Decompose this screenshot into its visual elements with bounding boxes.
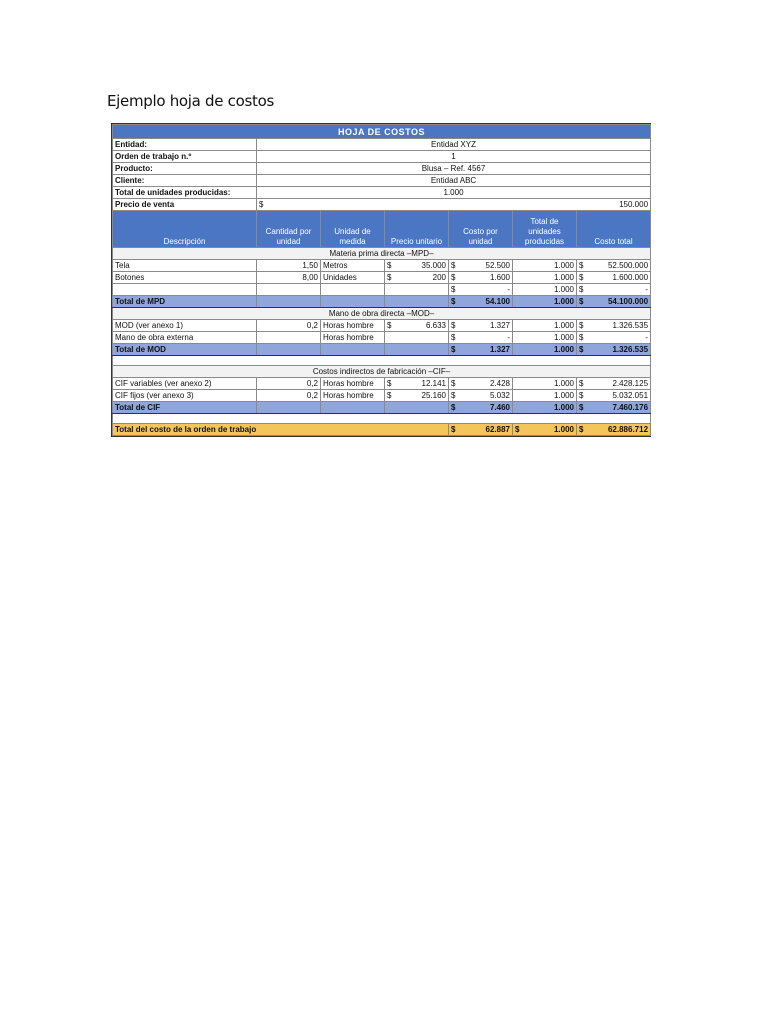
total-costo	[449, 344, 513, 356]
unidad-cell	[321, 284, 385, 296]
total-label: Total de MPD	[113, 296, 257, 308]
desc-cell: Mano de obra externa	[113, 332, 257, 344]
costo-cell-value: 2.428	[489, 378, 510, 388]
unidad-cell: Horas hombre	[321, 320, 385, 332]
col-descripcion: Descripción	[113, 211, 257, 248]
grand-total-u	[513, 424, 577, 436]
precio-cell	[385, 272, 449, 284]
total-costo-total	[577, 296, 651, 308]
precio-cell	[385, 390, 449, 402]
total-u: 1.000	[513, 344, 577, 356]
cant-cell: 0,2	[257, 378, 321, 390]
costo-total-cell	[577, 320, 651, 332]
info-value: Blusa – Ref. 4567	[257, 163, 651, 175]
currency-symbol: $	[579, 272, 584, 282]
currency-symbol: $	[579, 378, 584, 388]
currency-symbol: $	[579, 296, 584, 306]
costo-total-cell	[577, 390, 651, 402]
table-cell	[321, 344, 385, 356]
currency-symbol: $	[451, 284, 456, 294]
info-value: Entidad XYZ	[257, 139, 651, 151]
section-title-row	[113, 248, 651, 260]
total-costo-value: 1.327	[489, 344, 510, 354]
total-label: Total de MOD	[113, 344, 257, 356]
currency-symbol: $	[451, 402, 456, 412]
costo-cell	[449, 284, 513, 296]
currency-symbol: $	[451, 378, 456, 388]
table-row	[113, 320, 651, 332]
costo-total-cell-value: 1.326.535	[612, 320, 649, 330]
costo-total-cell-value: 2.428.125	[612, 378, 649, 388]
grand-total-costo-total-value: 62.886.712	[607, 424, 649, 434]
costo-cell	[449, 272, 513, 284]
grand-total-row	[113, 424, 651, 436]
table-row	[113, 332, 651, 344]
grand-total-costo-value: 62.887	[485, 424, 510, 434]
costo-cell	[449, 390, 513, 402]
table-row	[113, 284, 651, 296]
desc-cell: Tela	[113, 260, 257, 272]
currency-symbol: $	[579, 424, 584, 434]
desc-cell	[113, 284, 257, 296]
col-precio: Precio unitario	[385, 211, 449, 248]
cant-cell: 0,2	[257, 320, 321, 332]
table-row	[113, 390, 651, 402]
precio-cell-value: 12.141	[421, 378, 446, 388]
total-u-cell: 1.000	[513, 390, 577, 402]
info-value: 1.000	[257, 187, 651, 199]
currency-symbol: $	[579, 320, 584, 330]
col-costo-total: Costo total	[577, 211, 651, 248]
total-u-cell: 1.000	[513, 260, 577, 272]
total-costo-value: 7.460	[489, 402, 510, 412]
table-cell	[321, 402, 385, 414]
table-row	[113, 260, 651, 272]
costo-total-cell	[577, 332, 651, 344]
precio-venta-label: Precio de venta	[113, 199, 257, 211]
precio-cell-value: 6.633	[425, 320, 446, 330]
info-label: Total de unidades producidas:	[113, 187, 257, 199]
currency-symbol: $	[515, 424, 520, 434]
cant-cell	[257, 332, 321, 344]
col-cantidad: Cantidad por unidad	[257, 211, 321, 248]
cant-cell	[257, 284, 321, 296]
total-u: 1.000	[513, 296, 577, 308]
currency-symbol: $	[579, 344, 584, 354]
currency-symbol: $	[451, 320, 456, 330]
table-row	[113, 272, 651, 284]
table-row	[113, 378, 651, 390]
page-title: Ejemplo hoja de costos	[107, 92, 274, 110]
precio-cell-value: 35.000	[421, 260, 446, 270]
costo-total-cell-value: 1.600.000	[612, 272, 649, 282]
section-total-row	[113, 402, 651, 414]
desc-cell: CIF fijos (ver anexo 3)	[113, 390, 257, 402]
costo-cell-value: 5.032	[489, 390, 510, 400]
costo-cell-value: 1.327	[489, 320, 510, 330]
costo-total-cell-value: -	[645, 332, 649, 342]
currency-symbol: $	[579, 390, 584, 400]
grand-total-label: Total del costo de la orden de trabajo	[113, 424, 449, 436]
costo-cell-value: -	[507, 332, 510, 342]
col-costo-unidad: Costo por unidad	[449, 211, 513, 248]
desc-cell: Botones	[113, 272, 257, 284]
sheet-banner: HOJA DE COSTOS	[113, 125, 651, 139]
currency-symbol: $	[451, 260, 456, 270]
info-label: Orden de trabajo n.º	[113, 151, 257, 163]
total-costo-total	[577, 344, 651, 356]
table-cell	[321, 296, 385, 308]
cant-cell: 1,50	[257, 260, 321, 272]
cant-cell: 0,2	[257, 390, 321, 402]
table-cell	[385, 344, 449, 356]
total-costo-total	[577, 402, 651, 414]
info-label: Entidad:	[113, 139, 257, 151]
costo-total-cell	[577, 272, 651, 284]
currency-symbol: $	[387, 272, 392, 282]
unidad-cell: Unidades	[321, 272, 385, 284]
total-u-cell: 1.000	[513, 284, 577, 296]
cost-table	[112, 124, 651, 436]
total-u-cell: 1.000	[513, 378, 577, 390]
currency-symbol: $	[387, 378, 392, 388]
info-value: 1	[257, 151, 651, 163]
currency-symbol: $	[451, 272, 456, 282]
cost-sheet	[111, 123, 651, 437]
currency-symbol: $	[387, 320, 392, 330]
precio-cell	[385, 378, 449, 390]
section-total-row	[113, 344, 651, 356]
total-costo	[449, 402, 513, 414]
costo-total-cell	[577, 284, 651, 296]
table-cell	[257, 402, 321, 414]
cant-cell: 8,00	[257, 272, 321, 284]
unidad-cell: Horas hombre	[321, 332, 385, 344]
table-cell	[257, 296, 321, 308]
precio-cell-value: 200	[432, 272, 446, 282]
currency-symbol: $	[451, 332, 456, 342]
costo-total-cell-value: 52.500.000	[607, 260, 649, 270]
precio-cell-value: 25.160	[421, 390, 446, 400]
desc-cell: CIF variables (ver anexo 2)	[113, 378, 257, 390]
currency-symbol: $	[451, 344, 456, 354]
costo-cell	[449, 260, 513, 272]
currency-symbol: $	[387, 390, 392, 400]
costo-cell	[449, 320, 513, 332]
costo-total-cell	[577, 260, 651, 272]
table-cell	[385, 402, 449, 414]
section-title-row	[113, 366, 651, 378]
table-cell	[257, 344, 321, 356]
total-label: Total de CIF	[113, 402, 257, 414]
currency-symbol: $	[579, 332, 584, 342]
section-title-row	[113, 308, 651, 320]
col-unidad: Unidad de medida	[321, 211, 385, 248]
currency-symbol: $	[579, 284, 584, 294]
info-value: Entidad ABC	[257, 175, 651, 187]
total-costo-total-value: 7.460.176	[612, 402, 649, 412]
col-total-unidades: Total de unidades producidas	[513, 211, 577, 248]
grand-total-costo	[449, 424, 513, 436]
section-title: Mano de obra directa –MOD–	[113, 308, 651, 320]
total-costo-total-value: 54.100.000	[607, 296, 649, 306]
info-label: Producto:	[113, 163, 257, 175]
section-title: Costos indirectos de fabricación –CIF–	[113, 366, 651, 378]
currency-symbol: $	[579, 260, 584, 270]
blank-cell	[113, 356, 651, 366]
precio-cell	[385, 260, 449, 272]
costo-cell-value: -	[507, 284, 510, 294]
column-header-row	[113, 211, 651, 248]
currency-symbol: $	[451, 424, 456, 434]
precio-cell	[385, 332, 449, 344]
precio-cell	[385, 320, 449, 332]
costo-cell	[449, 332, 513, 344]
total-costo-total-value: 1.326.535	[612, 344, 649, 354]
total-u-cell: 1.000	[513, 332, 577, 344]
precio-cell	[385, 284, 449, 296]
total-u: 1.000	[513, 402, 577, 414]
section-total-row	[113, 296, 651, 308]
currency-symbol: $	[259, 199, 264, 209]
total-u-cell: 1.000	[513, 272, 577, 284]
desc-cell: MOD (ver anexo 1)	[113, 320, 257, 332]
table-cell	[385, 296, 449, 308]
unidad-cell: Horas hombre	[321, 378, 385, 390]
currency-symbol: $	[451, 296, 456, 306]
total-u-cell: 1.000	[513, 320, 577, 332]
unidad-cell: Metros	[321, 260, 385, 272]
blank-cell	[113, 414, 651, 424]
costo-cell-value: 52.500	[485, 260, 510, 270]
currency-symbol: $	[387, 260, 392, 270]
costo-cell	[449, 378, 513, 390]
total-costo-value: 54.100	[485, 296, 510, 306]
costo-total-cell-value: 5.032.051	[612, 390, 649, 400]
currency-symbol: $	[579, 402, 584, 412]
costo-total-cell	[577, 378, 651, 390]
info-label: Cliente:	[113, 175, 257, 187]
grand-total-u-value: 1.000	[553, 424, 574, 434]
unidad-cell: Horas hombre	[321, 390, 385, 402]
blank-row	[113, 356, 651, 366]
section-title: Materia prima directa –MPD–	[113, 248, 651, 260]
costo-cell-value: 1.600	[489, 272, 510, 282]
grand-total-costo-total	[577, 424, 651, 436]
total-costo	[449, 296, 513, 308]
precio-venta-value: 150.000	[619, 199, 649, 209]
costo-total-cell-value: -	[645, 284, 649, 294]
currency-symbol: $	[451, 390, 456, 400]
blank-row	[113, 414, 651, 424]
